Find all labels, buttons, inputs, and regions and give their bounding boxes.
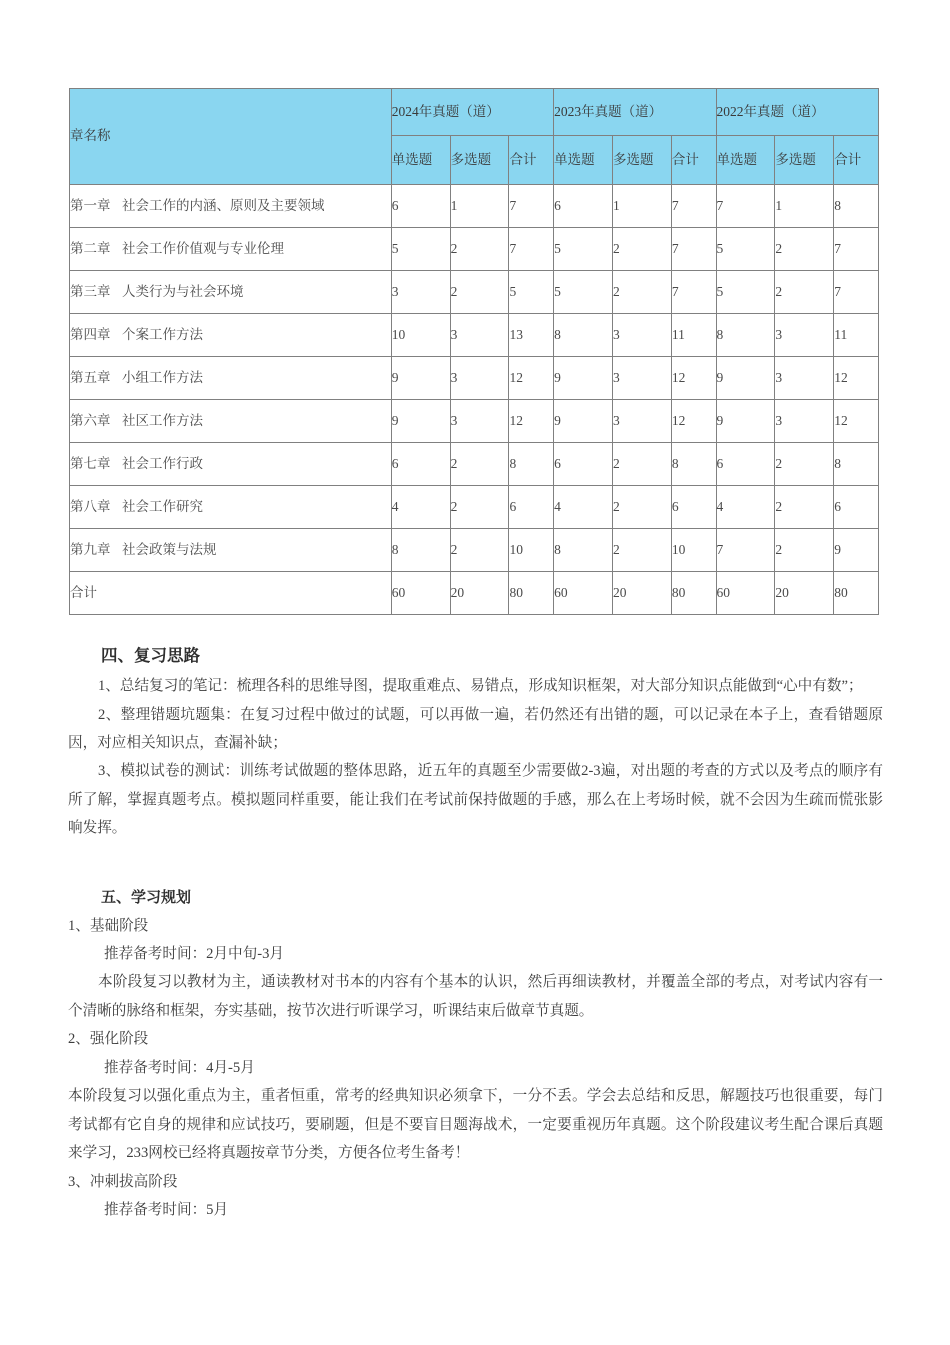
chapter-number: 第八章: [70, 498, 111, 514]
header-2023-single: 单选题: [554, 136, 613, 185]
section-study-plan: [68, 886, 883, 1224]
value-cell: 4: [391, 486, 450, 529]
header-chapter-name: 章名称: [70, 89, 392, 185]
value-cell: 9: [834, 529, 879, 572]
value-cell: 2: [450, 529, 509, 572]
value-cell: 6: [671, 486, 716, 529]
value-cell: 3: [613, 357, 672, 400]
chapter-title: 小组工作方法: [122, 369, 203, 385]
chapter-title: 个案工作方法: [122, 326, 203, 342]
value-cell: 2: [775, 228, 834, 271]
value-cell: 1: [775, 185, 834, 228]
value-cell: 5: [554, 271, 613, 314]
chapter-cell: [70, 185, 392, 228]
value-cell: 3: [450, 357, 509, 400]
value-cell: 7: [671, 271, 716, 314]
table-row: [70, 314, 879, 357]
value-cell: 13: [509, 314, 554, 357]
heading-study-plan: 五、学习规划: [101, 890, 192, 906]
value-cell: 5: [509, 271, 554, 314]
chapter-cell: [70, 228, 392, 271]
value-cell: 2: [613, 486, 672, 529]
header-2023-multi: 多选题: [613, 136, 672, 185]
heading-review-approach: 四、复习思路: [101, 646, 200, 665]
value-cell: 3: [613, 400, 672, 443]
stage-1-title: 1、基础阶段: [68, 917, 149, 934]
value-cell: 5: [716, 228, 775, 271]
chapter-cell: [70, 486, 392, 529]
value-cell: 2: [775, 271, 834, 314]
value-cell: 8: [391, 529, 450, 572]
value-cell: 2: [775, 529, 834, 572]
table-header: [70, 89, 879, 185]
table-row: [70, 357, 879, 400]
chapter-cell: [70, 271, 392, 314]
stage-1-body: 本阶段复习以教材为主，通读教材对书本的内容有个基本的认识，然后再细读教材，并覆盖全部的考点，对考试内容有一个清晰的脉络和框架，夯实基础，按节次进行听课学习，听课结束后做章节真题。: [68, 974, 883, 1019]
value-cell: 7: [716, 529, 775, 572]
chapter-number: 第二章: [70, 240, 111, 256]
value-cell: 5: [391, 228, 450, 271]
header-2024-single: 单选题: [391, 136, 450, 185]
header-2024-multi: 多选题: [450, 136, 509, 185]
value-cell: 1: [450, 185, 509, 228]
chapter-cell: [70, 357, 392, 400]
value-cell: 2: [450, 228, 509, 271]
value-cell: 6: [554, 185, 613, 228]
exam-question-distribution-table: [69, 88, 879, 615]
value-cell: 7: [509, 185, 554, 228]
value-cell: 3: [775, 314, 834, 357]
table-row: [70, 486, 879, 529]
value-cell: 5: [554, 228, 613, 271]
table-row: [70, 529, 879, 572]
chapter-number: 合计: [70, 584, 97, 600]
table-row: [70, 572, 879, 615]
value-cell: 4: [554, 486, 613, 529]
table-row: [70, 443, 879, 486]
stats-table: [69, 88, 879, 615]
value-cell: 2: [450, 486, 509, 529]
value-cell: 10: [671, 529, 716, 572]
value-cell: 60: [391, 572, 450, 615]
header-year-2024: 2024年真题（道）: [391, 89, 553, 136]
value-cell: 2: [613, 443, 672, 486]
value-cell: 80: [671, 572, 716, 615]
chapter-cell: [70, 529, 392, 572]
chapter-cell: [70, 400, 392, 443]
section-review-approach: [68, 642, 883, 843]
value-cell: 7: [671, 185, 716, 228]
chapter-cell: [70, 572, 392, 615]
value-cell: 7: [671, 228, 716, 271]
value-cell: 12: [509, 400, 554, 443]
value-cell: 9: [716, 400, 775, 443]
value-cell: 10: [391, 314, 450, 357]
review-point-3: 3、模拟试卷的测试：训练考试做题的整体思路，近五年的真题至少需要做2-3遍，对出题的考查的方式以及考点的顺序有所了解，掌握真题考点。模拟题同样重要，能让我们在考试前保持做题的手感，那么在上考场时候，就不会因为生疏而慌张影响发挥。: [68, 763, 883, 837]
value-cell: 3: [450, 314, 509, 357]
value-cell: 8: [834, 185, 879, 228]
value-cell: 12: [671, 357, 716, 400]
value-cell: 6: [391, 185, 450, 228]
value-cell: 3: [775, 357, 834, 400]
value-cell: 3: [450, 400, 509, 443]
header-year-2022: 2022年真题（道）: [716, 89, 878, 136]
chapter-title: 社会工作价值观与专业伦理: [122, 240, 284, 256]
value-cell: 2: [613, 271, 672, 314]
chapter-number: 第三章: [70, 283, 111, 299]
chapter-number: 第九章: [70, 541, 111, 557]
value-cell: 3: [775, 400, 834, 443]
header-2022-single: 单选题: [716, 136, 775, 185]
value-cell: 80: [509, 572, 554, 615]
value-cell: 1: [613, 185, 672, 228]
chapter-title: 社会政策与法规: [122, 541, 217, 557]
value-cell: 10: [509, 529, 554, 572]
value-cell: 8: [509, 443, 554, 486]
chapter-cell: [70, 443, 392, 486]
value-cell: 7: [834, 271, 879, 314]
value-cell: 3: [613, 314, 672, 357]
value-cell: 11: [671, 314, 716, 357]
chapter-number: 第四章: [70, 326, 111, 342]
value-cell: 12: [834, 400, 879, 443]
header-2022-multi: 多选题: [775, 136, 834, 185]
chapter-title: 社会工作的内涵、原则及主要领域: [122, 197, 325, 213]
value-cell: 11: [834, 314, 879, 357]
chapter-title: 人类行为与社会环境: [122, 283, 244, 299]
header-2023-total: 合计: [671, 136, 716, 185]
stage-1-time: 推荐备考时间：2月中旬-3月: [104, 945, 284, 962]
value-cell: 6: [509, 486, 554, 529]
value-cell: 12: [671, 400, 716, 443]
stage-3-time: 推荐备考时间：5月: [104, 1202, 229, 1219]
value-cell: 8: [834, 443, 879, 486]
table-row: [70, 185, 879, 228]
review-point-2: 2、整理错题坑题集：在复习过程中做过的试题，可以再做一遍，若仍然还有出错的题，可以记录在本子上，查看错题原因，对应相关知识点，查漏补缺；: [68, 706, 883, 751]
table-row: [70, 228, 879, 271]
value-cell: 9: [716, 357, 775, 400]
value-cell: 8: [554, 314, 613, 357]
value-cell: 6: [391, 443, 450, 486]
chapter-cell: [70, 314, 392, 357]
value-cell: 6: [716, 443, 775, 486]
value-cell: 2: [613, 228, 672, 271]
chapter-title: 社区工作方法: [122, 412, 203, 428]
header-2022-total: 合计: [834, 136, 879, 185]
value-cell: 12: [509, 357, 554, 400]
value-cell: 20: [450, 572, 509, 615]
value-cell: 9: [554, 357, 613, 400]
chapter-title: 社会工作研究: [122, 498, 203, 514]
value-cell: 2: [450, 271, 509, 314]
value-cell: 20: [775, 572, 834, 615]
value-cell: 9: [391, 357, 450, 400]
value-cell: 4: [716, 486, 775, 529]
value-cell: 7: [834, 228, 879, 271]
stage-2-time: 推荐备考时间：4月-5月: [104, 1059, 255, 1076]
value-cell: 9: [554, 400, 613, 443]
value-cell: 8: [671, 443, 716, 486]
chapter-number: 第七章: [70, 455, 111, 471]
value-cell: 2: [775, 443, 834, 486]
chapter-number: 第六章: [70, 412, 111, 428]
table-body: [70, 185, 879, 615]
value-cell: 60: [716, 572, 775, 615]
value-cell: 12: [834, 357, 879, 400]
value-cell: 2: [450, 443, 509, 486]
stage-3-title: 3、冲刺拔高阶段: [68, 1173, 178, 1190]
value-cell: 20: [613, 572, 672, 615]
header-2024-total: 合计: [509, 136, 554, 185]
value-cell: 7: [509, 228, 554, 271]
value-cell: 60: [554, 572, 613, 615]
chapter-number: 第五章: [70, 369, 111, 385]
review-point-1: 1、总结复习的笔记：梳理各科的思维导图，提取重难点、易错点，形成知识框架，对大部分知识点能做到“心中有数”；: [98, 678, 863, 695]
value-cell: 5: [716, 271, 775, 314]
value-cell: 9: [391, 400, 450, 443]
table-row: [70, 271, 879, 314]
table-header-row-years: [70, 89, 879, 136]
stage-2-title: 2、强化阶段: [68, 1031, 149, 1048]
value-cell: 6: [554, 443, 613, 486]
value-cell: 2: [775, 486, 834, 529]
table-row: [70, 400, 879, 443]
value-cell: 6: [834, 486, 879, 529]
header-year-2023: 2023年真题（道）: [554, 89, 716, 136]
value-cell: 8: [716, 314, 775, 357]
value-cell: 80: [834, 572, 879, 615]
stage-2-body: 本阶段复习以强化重点为主，重者恒重，常考的经典知识必须拿下，一分不丢。学会去总结和反思，解题技巧也很重要，每门考试都有它自身的规律和应试技巧，要刷题，但是不要盲目题海战术，一定要重视历年真题。这个阶段建议考生配合课后真题来学习，233网校已经将真题按章节分类，方便各位考生备考！: [68, 1088, 883, 1162]
value-cell: 8: [554, 529, 613, 572]
value-cell: 3: [391, 271, 450, 314]
chapter-number: 第一章: [70, 197, 111, 213]
value-cell: 7: [716, 185, 775, 228]
chapter-title: 社会工作行政: [122, 455, 203, 471]
value-cell: 2: [613, 529, 672, 572]
